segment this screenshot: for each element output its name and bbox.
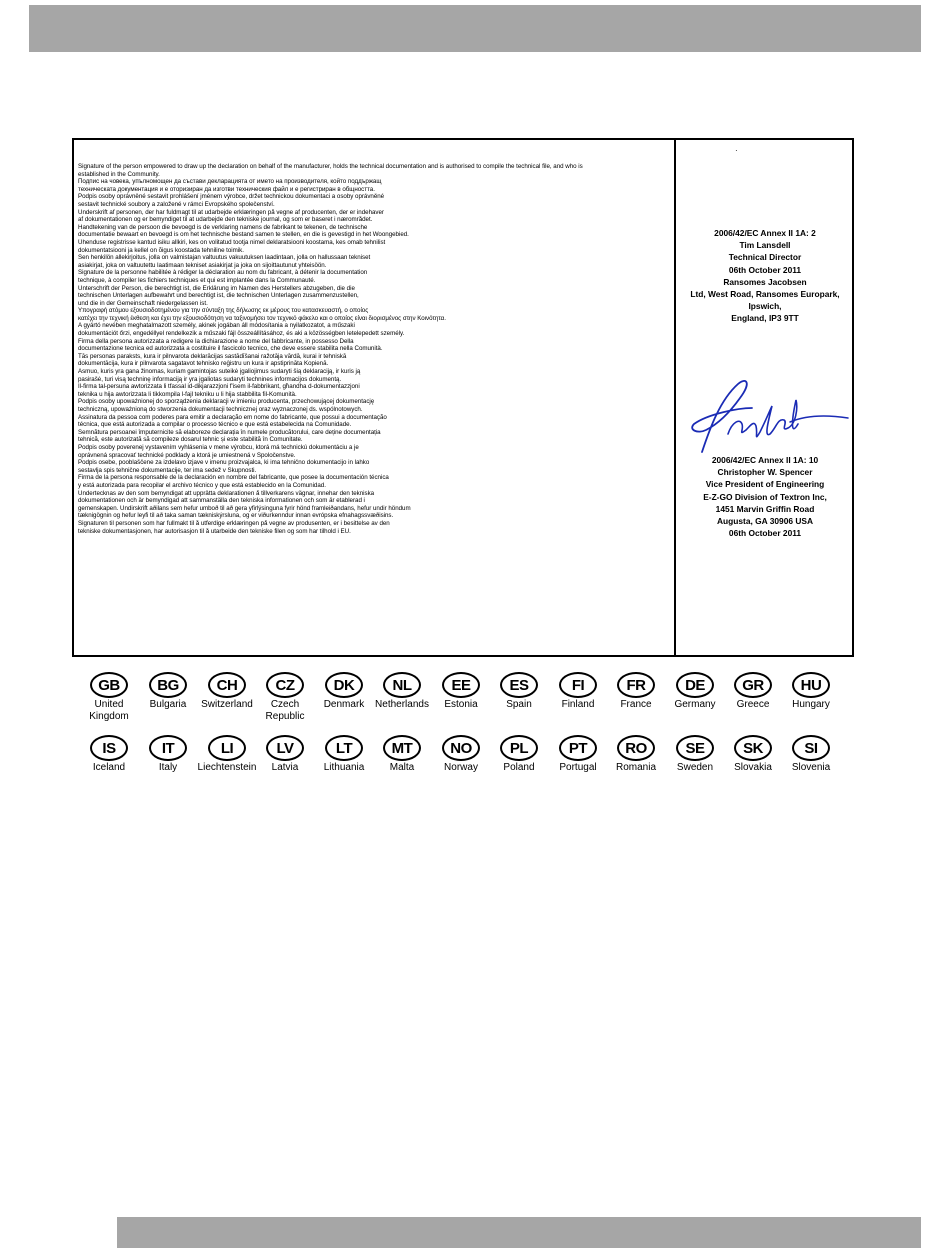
declaration-line: Handtekening van de persoon die bevoegd is de verklaring namens de fabrikant te tekenen, de technische (78, 223, 368, 231)
declaration-line: documentatie bewaart en bevoegd is om het technische bestand samen te stellen, en die is gevestigd in het Woongebied. (78, 231, 409, 239)
country-badge-pl (488, 735, 550, 774)
declaration-line: Podpis osoby upoważnionej do sporządzenia deklaracji w imieniu producenta, przechowującej dokumentację (78, 398, 375, 406)
declaration-line: asiakirjat, joka on valtuutettu laatimaan tekniset asiakirjat ja joka on sijoittautunut yhteisöön. (78, 261, 327, 269)
country-code: FI (559, 672, 597, 698)
column-divider (674, 140, 676, 655)
declaration-line: Подпис на човека, упълномощен да състави декларацията от името на производителя, който поддържащ (78, 178, 382, 186)
country-badge-hu (780, 672, 842, 711)
declaration-line: Semnătura persoanei împuternicite să elaboreze declarația în numele producătorului, care deține documentația (78, 428, 381, 436)
country-code: PT (559, 735, 597, 761)
country-badge-is (78, 735, 140, 774)
country-code: CH (208, 672, 246, 698)
country-name: Slovenia (791, 762, 831, 773)
country-code: FR (617, 672, 655, 698)
declaration-line: established in the Community. (78, 170, 160, 178)
country-name: Liechtenstein (197, 762, 257, 773)
country-badge-es (488, 672, 550, 711)
signatory-name: Tim Lansdell (739, 240, 791, 251)
signatory-company: E-Z-GO Division of Textron Inc, (703, 491, 827, 502)
country-code: IT (149, 735, 187, 761)
signatory-name: Christopher W. Spencer (717, 467, 813, 478)
country-code: IS (90, 735, 128, 761)
country-code: LV (266, 735, 304, 761)
declaration-line: Signature of the person empowered to draw up the declaration on behalf of the manufacturer, holds the technical documentation and is authorised to compile the technical file, and who is (78, 163, 583, 170)
declaration-line: Il-firma tal-persuna awtorizzata li tfassal id-dikjarazzjoni f'isem il-fabbrikant, għandha d-dokumentazzjoni (78, 383, 360, 391)
declaration-line: technischen Unterlagen aufbewahrt und berechtigt ist, die technischen Unterlagen zusammenzustellen, (78, 292, 359, 300)
country-name: Latvia (271, 762, 299, 773)
country-code: DE (676, 672, 714, 698)
declaration-line: tekniske dokumentasjonen, har autorisasjon til å utarbeide den tekniske filen og som har tilhold i EU. (78, 527, 351, 535)
declaration-line: técnica, que está autorizada a compilar o processo técnico e que está estabelecida na Comunidade. (78, 421, 352, 429)
declaration-line: sestavlja spis tehnične dokumentacije, ter ima sedež v Skupnosti. (78, 466, 257, 474)
declaration-line: tæknigögnin og hefur leyfi til að taka saman tækniskýrsluna, og er viðurkenndur innan evrópska efnahagssvæðisins. (78, 512, 394, 520)
country-badge-fi (547, 672, 609, 711)
signatory-date: 06th October 2011 (728, 264, 802, 275)
country-name: Italy (158, 762, 178, 773)
declaration-line: af dokumentationen og er bemyndiget til at udarbejde den tekniske journal, og som er baseret i nærområdet. (78, 216, 373, 224)
country-code: CZ (266, 672, 304, 698)
country-badge-sk (722, 735, 784, 774)
declaration-line: und die in der Gemeinschaft niedergelassen ist. (78, 299, 208, 307)
country-name: Denmark (323, 699, 365, 710)
country-code: HU (792, 672, 830, 698)
country-badge-ee (430, 672, 492, 711)
country-name: Romania (615, 762, 657, 773)
country-name: Portugal (559, 762, 597, 773)
declaration-line: dokumentationen och är bemyndigad att sammanställa den tekniska informationen och som är etablerad i (78, 497, 365, 505)
declaration-line: Υπογραφή ατόμου εξουσιοδοτημένου για την σύνταξη της δήλωσης εκ μέρους του κατασκευαστή, ο οποίος (78, 307, 369, 315)
declaration-line: teknika u hija awtorizzata li tikkompila l-fajl tekniku u li hija stabbilita fil-Komunità. (78, 390, 297, 398)
declaration-line: Firma della persona autorizzata a redigere la dichiarazione a nome del fabbricante, in possesso Della (78, 337, 354, 345)
signatory-reference: 2006/42/EC Annex II 1A: 2 (714, 228, 816, 238)
country-badge-ch (196, 672, 258, 711)
country-code: GB (90, 672, 128, 698)
declaration-line: Podpis osebe, pooblaščene za izdelavo izjave v imenu proizvajalca, ki ima tehnično dokumentacijo in lahko (78, 459, 370, 467)
country-name: Bulgaria (149, 699, 187, 710)
country-name: France (620, 699, 652, 710)
declaration-line: y está autorizada para recopilar el archivo técnico y que está establecido en la Comunidad. (78, 481, 326, 489)
country-code: BG (149, 672, 187, 698)
declaration-line: documentazione tecnica ed autorizzata a costituire il fascicolo tecnico, che deve essere stabilita nella Comunità. (78, 345, 383, 353)
signatory-block-2 (677, 454, 853, 539)
declaration-line: technique, à compiler les fichiers techniques et qui est implantée dans la Communauté. (78, 276, 316, 284)
country-name: United Kingdom (89, 699, 129, 722)
country-name: Spain (506, 699, 532, 710)
country-code: PL (500, 735, 538, 761)
signatory-address: 1451 Marvin Griffin Road (715, 503, 815, 514)
declaration-line: Assinatura da pessoa com poderes para emitir a declaração em nome do fabricante, que possui a documentação (78, 413, 387, 421)
country-name: Sweden (676, 762, 714, 773)
signatory-address: Ltd, West Road, Ransomes Europark, (690, 289, 840, 300)
declaration-line: oprávnená spracovať technické podklady a ktorá je umiestnená v Spoločenstve. (78, 451, 296, 459)
declaration-line: Sen henkilön allekirjoitus, jolla on valmistajan valtuutus vakuutuksen laadintaan, jolla on hallussaan tekniset (78, 254, 371, 262)
country-badge-cz (254, 672, 316, 723)
country-name: Hungary (792, 699, 830, 710)
page-footer-bar (117, 1217, 921, 1248)
country-badge-mt (371, 735, 433, 774)
country-badge-bg (137, 672, 199, 711)
page-header-bar (29, 5, 921, 52)
country-badge-pt (547, 735, 609, 774)
country-name: Czech Republic (265, 699, 305, 722)
country-name: Greece (736, 699, 770, 710)
declaration-line: Ühenduse registrisse kantud isiku allkiri, kes on volitatud tootja nimel deklaratsiooni koostama, kes omab tehnilist (78, 238, 386, 246)
declaration-line: Undertecknas av den som bemyndigat att upprätta deklarationen å tillverkarens vägnar, innehar den tekniska (78, 489, 375, 497)
declaration-line: dokumentációt őrzi, engedéllyel rendelkezik a műszaki fájl összeállításához, és aki a közösségben letelepedett személy. (78, 330, 405, 338)
declaration-line: dokumentatsiooni ja kellel on õigus koostada tehniline toimik. (78, 246, 244, 254)
country-badge-de (664, 672, 726, 711)
country-code: RO (617, 735, 655, 761)
country-badge-nl (371, 672, 433, 711)
country-code: MT (383, 735, 421, 761)
country-code: NO (442, 735, 480, 761)
signatory-address: England, IP3 9TT (731, 313, 799, 324)
signatory-block-1 (677, 227, 853, 325)
country-code: EE (442, 672, 480, 698)
country-code: GR (734, 672, 772, 698)
declaration-line: Tās personas paraksts, kura ir pilnvarota deklarācijas sastādīšanai ražotāja vārdā, kurai ir tehniskā (78, 352, 347, 360)
country-name: Germany (674, 699, 716, 710)
declaration-line: Unterschrift der Person, die berechtigt ist, die Erklärung im Namen des Herstellers abzugeben, die die (78, 284, 355, 292)
signatory-date: 06th October 2011 (728, 528, 802, 539)
country-name: Netherlands (375, 699, 429, 710)
scan-dot: · (735, 146, 738, 155)
country-name: Norway (444, 762, 478, 773)
country-code: SE (676, 735, 714, 761)
country-name: Switzerland (201, 699, 253, 710)
country-badges-row-2 (78, 735, 858, 795)
signatory-address: Augusta, GA 30906 USA (716, 516, 814, 527)
declaration-line: Signaturen til personen som har fullmakt til å utferdige erklæringen på vegne av produsenten, er i besittelse av den (78, 519, 390, 527)
declaration-line: Podpis osoby oprávněné sestavit prohlášení jménem výrobce, držet technickou dokumentaci a osoby oprávněné (78, 193, 385, 201)
country-badge-lv (254, 735, 316, 774)
country-badge-gb (78, 672, 140, 723)
declaration-line: Signature de la personne habilitée à rédiger la déclaration au nom du fabricant, à détenir la documentation (78, 269, 368, 277)
signatory-address: Ipswich, (748, 301, 782, 312)
declaration-line: Asmuo, kuris yra gana žinomas, kuriam gamintojas suteikė įgaliojimus sudaryti šią deklaraciją, ir kuris ją (78, 368, 361, 376)
country-code: LI (208, 735, 246, 761)
declaration-line: Underskrift af personen, der har fuldmagt til at udarbejde erklæringen på vegne af producenten, der er indehaver (78, 208, 384, 216)
country-name: Slovakia (734, 762, 772, 773)
country-badge-no (430, 735, 492, 774)
declaration-line: Podpis osoby poverenej vystavením vyhlásenia v mene výrobcu, ktorá má technickú dokumentáciu a je (78, 443, 359, 451)
declaration-line: gemenskapen. Undirskrift aðilans sem hefur umboð til að gera yfirlýsinguna fyrir hönd framleiðandans, hefur undir höndum (78, 504, 411, 512)
declaration-line: κατέχει την τεχνική έκθεση και έχει την εξουσιοδότηση να ταξινομήσει τον τεχνικό φάκελο και ο οποίος είναι διορισμένος στην Κοινότητα. (78, 314, 446, 322)
declaration-line: техническата документация и е оторизиран да изготви техническия файл и е регистриран в общността. (78, 185, 375, 193)
signatory-reference: 2006/42/EC Annex II 1A: 10 (711, 455, 819, 465)
country-name: Estonia (444, 699, 478, 710)
declaration-line: tehnică, este autorizată să compileze dosarul tehnic și este stabilită în Comunitate. (78, 436, 303, 444)
country-badge-fr (605, 672, 667, 711)
country-badge-se (664, 735, 726, 774)
declaration-line: sestavit technické soubory a založené v rámci Evropského společenství. (78, 200, 275, 208)
declaration-line: Firma de la persona responsable de la declaración en nombre del fabricante, que posee la documentación técnica (78, 474, 389, 482)
country-name: Iceland (92, 762, 126, 773)
signatory-title: Technical Director (728, 252, 802, 263)
country-name: Lithuania (323, 762, 365, 773)
country-badge-si (780, 735, 842, 774)
signatory-company: Ransomes Jacobsen (723, 276, 807, 287)
country-name: Finland (561, 699, 595, 710)
country-code: LT (325, 735, 363, 761)
declaration-line: pasirašė, turi visą techninę informaciją ir yra įgaliotas sudaryti technines informacijos dokumentą. (78, 375, 342, 383)
country-code: SK (734, 735, 772, 761)
country-code: ES (500, 672, 538, 698)
country-badge-dk (313, 672, 375, 711)
country-badge-lt (313, 735, 375, 774)
country-badge-gr (722, 672, 784, 711)
declaration-line: dokumentācija, kura ir pilnvarota sagatavot tehnisko reģistru un kura ir apstiprināta Kopienā. (78, 360, 329, 368)
signatory-title: Vice President of Engineering (705, 479, 825, 490)
country-badges-row-1 (78, 672, 858, 732)
country-name: Poland (503, 762, 535, 773)
country-badge-it (137, 735, 199, 774)
handwritten-signature (680, 368, 850, 460)
country-code: DK (325, 672, 363, 698)
country-code: NL (383, 672, 421, 698)
declaration-box (72, 138, 854, 657)
country-code: SI (792, 735, 830, 761)
country-name: Malta (389, 762, 415, 773)
declaration-line: A gyártó nevében meghatalmazott személy, akinek jogában áll módosítania a nyilatkozatot, a műszaki (78, 322, 355, 330)
country-badge-ro (605, 735, 667, 774)
country-badge-li (196, 735, 258, 774)
declaration-line: techniczną, upoważnioną do stworzenia dokumentacji technicznej oraz wyznaczonej ds. wspólnotowych. (78, 406, 363, 413)
declaration-text (78, 163, 676, 535)
